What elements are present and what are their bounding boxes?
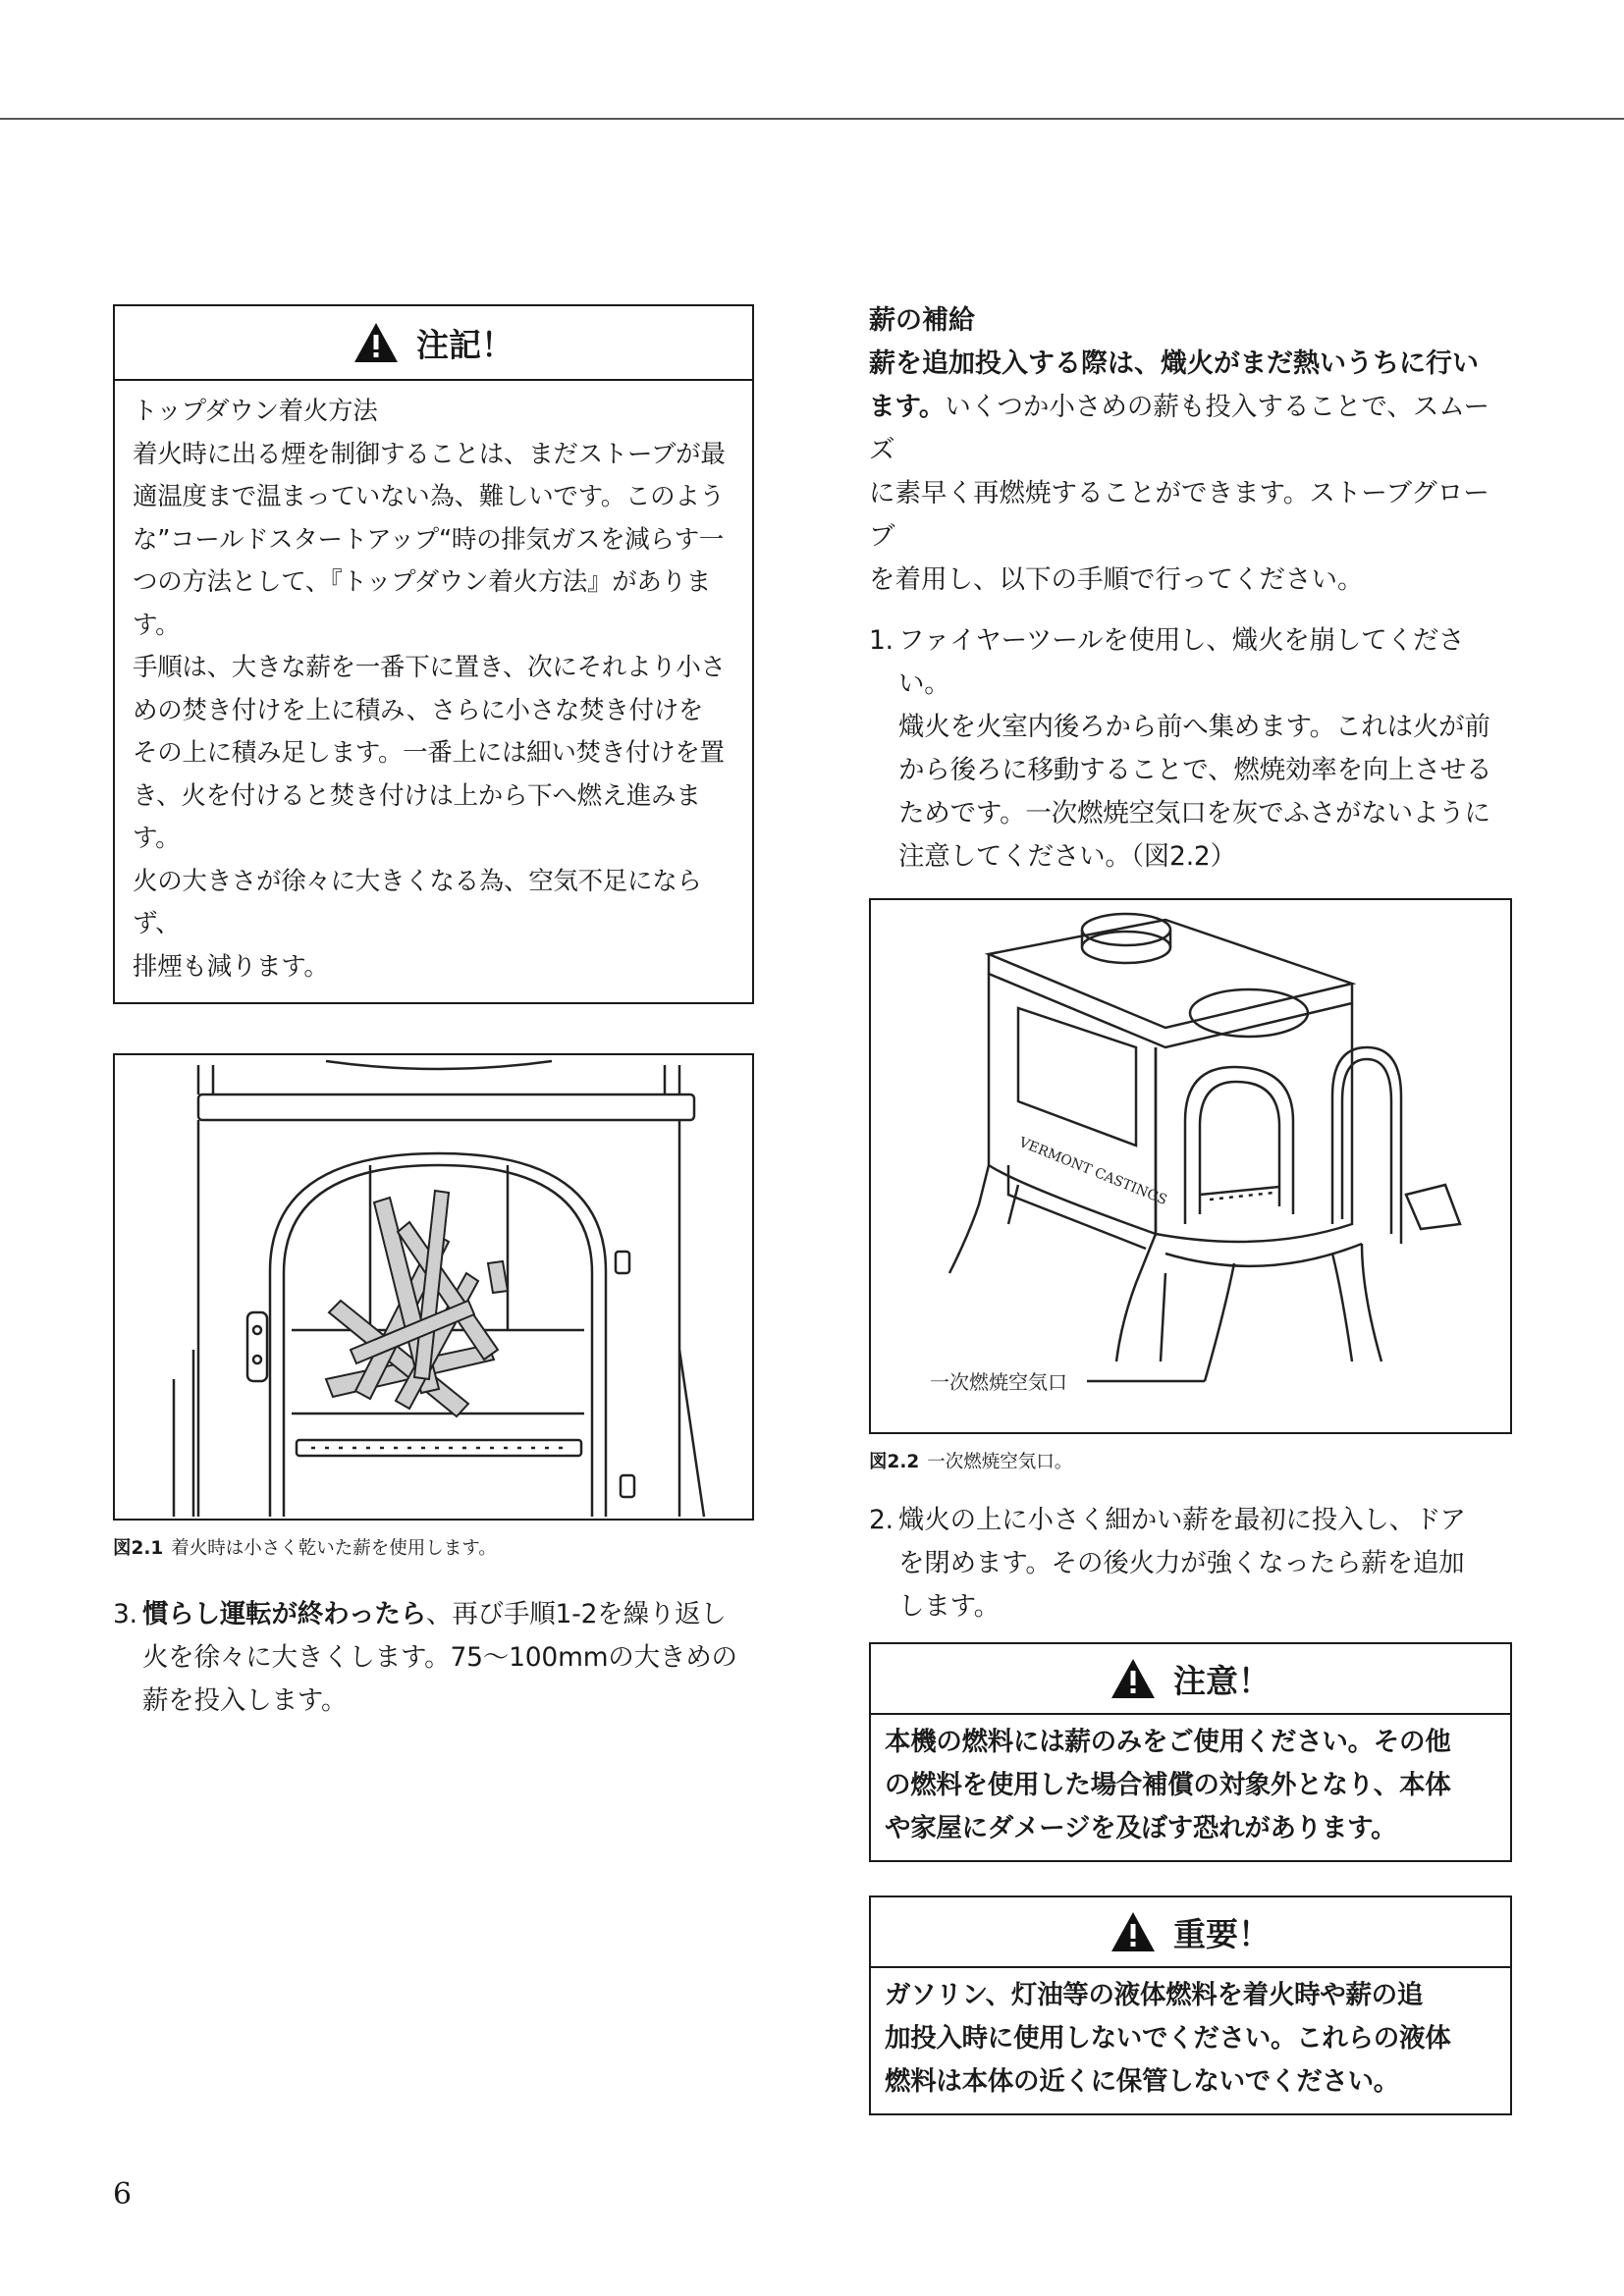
note-line: き、火を付けると焚き付けは上から下へ燃え進みます。 [133, 780, 701, 853]
step-2-number: 2. [869, 1505, 893, 1535]
stove-air-inlet-illustration [871, 900, 1512, 1432]
intro-paragraph [869, 343, 1512, 602]
caution-box [869, 1642, 1512, 1862]
caution-line: や家屋にダメージを及ぼす恐れがあります。 [885, 1813, 1397, 1843]
note-box-body [115, 381, 752, 1002]
right-column [869, 299, 1512, 2115]
note-box-title: 注記！ [416, 325, 514, 364]
step-1-line: 熾火を火室内後ろから前へ集めます。これは火が前 [898, 712, 1490, 742]
figure2-caption [869, 1448, 1512, 1473]
intro-line: いくつか小さめの薪も投入することで、スムーズ [869, 392, 1490, 465]
step-2-line: を閉めます。その後火力が強くなったら薪を追加 [898, 1548, 1465, 1578]
warning-triangle-icon [1110, 1911, 1156, 1952]
header-rule [0, 118, 1624, 120]
note-line: めの焚き付けを上に積み、さらに小さな焚き付けを [133, 695, 704, 725]
step-1-line: ためです。一次燃焼空気口を灰でふさがないように [898, 798, 1490, 828]
important-line: ガソリン、灯油等の液体燃料を着火時や薪の追 [885, 1980, 1424, 2010]
stove-firebox-illustration [115, 1055, 754, 1519]
note-line: 排煙も減ります。 [133, 951, 329, 982]
intro-line: を着用し、以下の手順で行ってください。 [869, 564, 1364, 595]
step-1-line: 注意してください。（図2.2） [898, 841, 1236, 872]
step-3 [113, 1593, 754, 1723]
note-line: 火の大きさが徐々に大きくなる為、空気不足にならず、 [133, 866, 702, 938]
air-inlet-label: 一次燃焼空気口 [930, 1370, 1067, 1394]
caution-box-header [871, 1644, 1510, 1715]
warning-triangle-icon [353, 322, 399, 363]
important-line: 加投入時に使用しないでください。これらの液体 [885, 2023, 1451, 2054]
note-line: な”コールドスタートアップ“時の排気ガスを減らす一 [133, 524, 725, 555]
note-box-header [115, 306, 752, 381]
step-2-line: 熾火の上に小さく細かい薪を最初に投入し、ドア [898, 1505, 1466, 1535]
brand-mark: VERMONT CASTINGS [1016, 1134, 1169, 1209]
note-line: 着火時に出る煙を制御することは、まだストーブが最 [133, 439, 726, 469]
important-box-title: 重要！ [1173, 1914, 1271, 1953]
step-1-number: 1. [869, 625, 893, 656]
step-3-number: 3. [113, 1599, 137, 1629]
step-1-line: から後ろに移動することで、燃焼効率を向上させる [898, 755, 1492, 785]
important-line: 燃料は本体の近くに保管しないでください。 [885, 2066, 1399, 2097]
caution-line: の燃料を使用した場合補償の対象外となり、本体 [885, 1770, 1451, 1800]
warning-triangle-icon [1110, 1658, 1156, 1699]
figure2-caption-number: 図2.2 [869, 1452, 920, 1472]
intro-bold-tail: ます。 [869, 392, 946, 422]
important-box [869, 1896, 1512, 2115]
important-box-header [871, 1897, 1510, 1968]
step-2 [869, 1499, 1512, 1629]
intro-line: に素早く再燃焼することができます。ストーブグローブ [869, 478, 1489, 552]
note-line: トップダウン着火方法 [133, 397, 378, 426]
caution-line: 本機の燃料には薪のみをご使用ください。その他 [885, 1727, 1451, 1757]
figure1-caption-text: 着火時は小さく乾いた薪を使用します。 [171, 1538, 497, 1559]
figure2-caption-text: 一次燃焼空気口。 [927, 1452, 1073, 1472]
step-1-line: ファイヤーツールを使用し、熾火を崩してください。 [898, 625, 1465, 699]
caution-box-body [871, 1715, 1510, 1860]
note-line: 適温度まで温まっていない為、難しいです。このよう [133, 482, 725, 511]
caution-box-title: 注意！ [1173, 1661, 1271, 1700]
figure-stove-3d [869, 898, 1512, 1434]
page-number: 6 [113, 2177, 133, 2212]
section-heading: 薪の補給 [869, 305, 975, 336]
step-3-line: 火を徐々に大きくします。75〜100mmの大きめの [142, 1642, 737, 1673]
figure-stove-front [113, 1053, 754, 1521]
intro-bold-line: 薪を追加投入する際は、熾火がまだ熱いうちに行い [869, 348, 1479, 379]
note-line: 手順は、大きな薪を一番下に置き、次にそれより小さ [133, 653, 726, 682]
step-1 [869, 619, 1512, 879]
step-3-line: 薪を投入します。 [142, 1685, 348, 1716]
note-box [113, 304, 754, 1004]
figure1-caption [113, 1534, 754, 1560]
figure1-caption-number: 図2.1 [113, 1538, 164, 1559]
left-column [113, 304, 754, 1723]
step-3-bold: 慣らし運転が終わったら [142, 1599, 427, 1629]
step-3-line: 、再び手順1-2を繰り返し [426, 1599, 727, 1629]
step-2-line: します。 [898, 1591, 1001, 1622]
note-line: つの方法として、『トップダウン着火方法』があります。 [133, 567, 711, 640]
note-line: その上に積み足します。一番上には細い焚き付けを置 [133, 738, 725, 768]
important-box-body [871, 1968, 1510, 2113]
